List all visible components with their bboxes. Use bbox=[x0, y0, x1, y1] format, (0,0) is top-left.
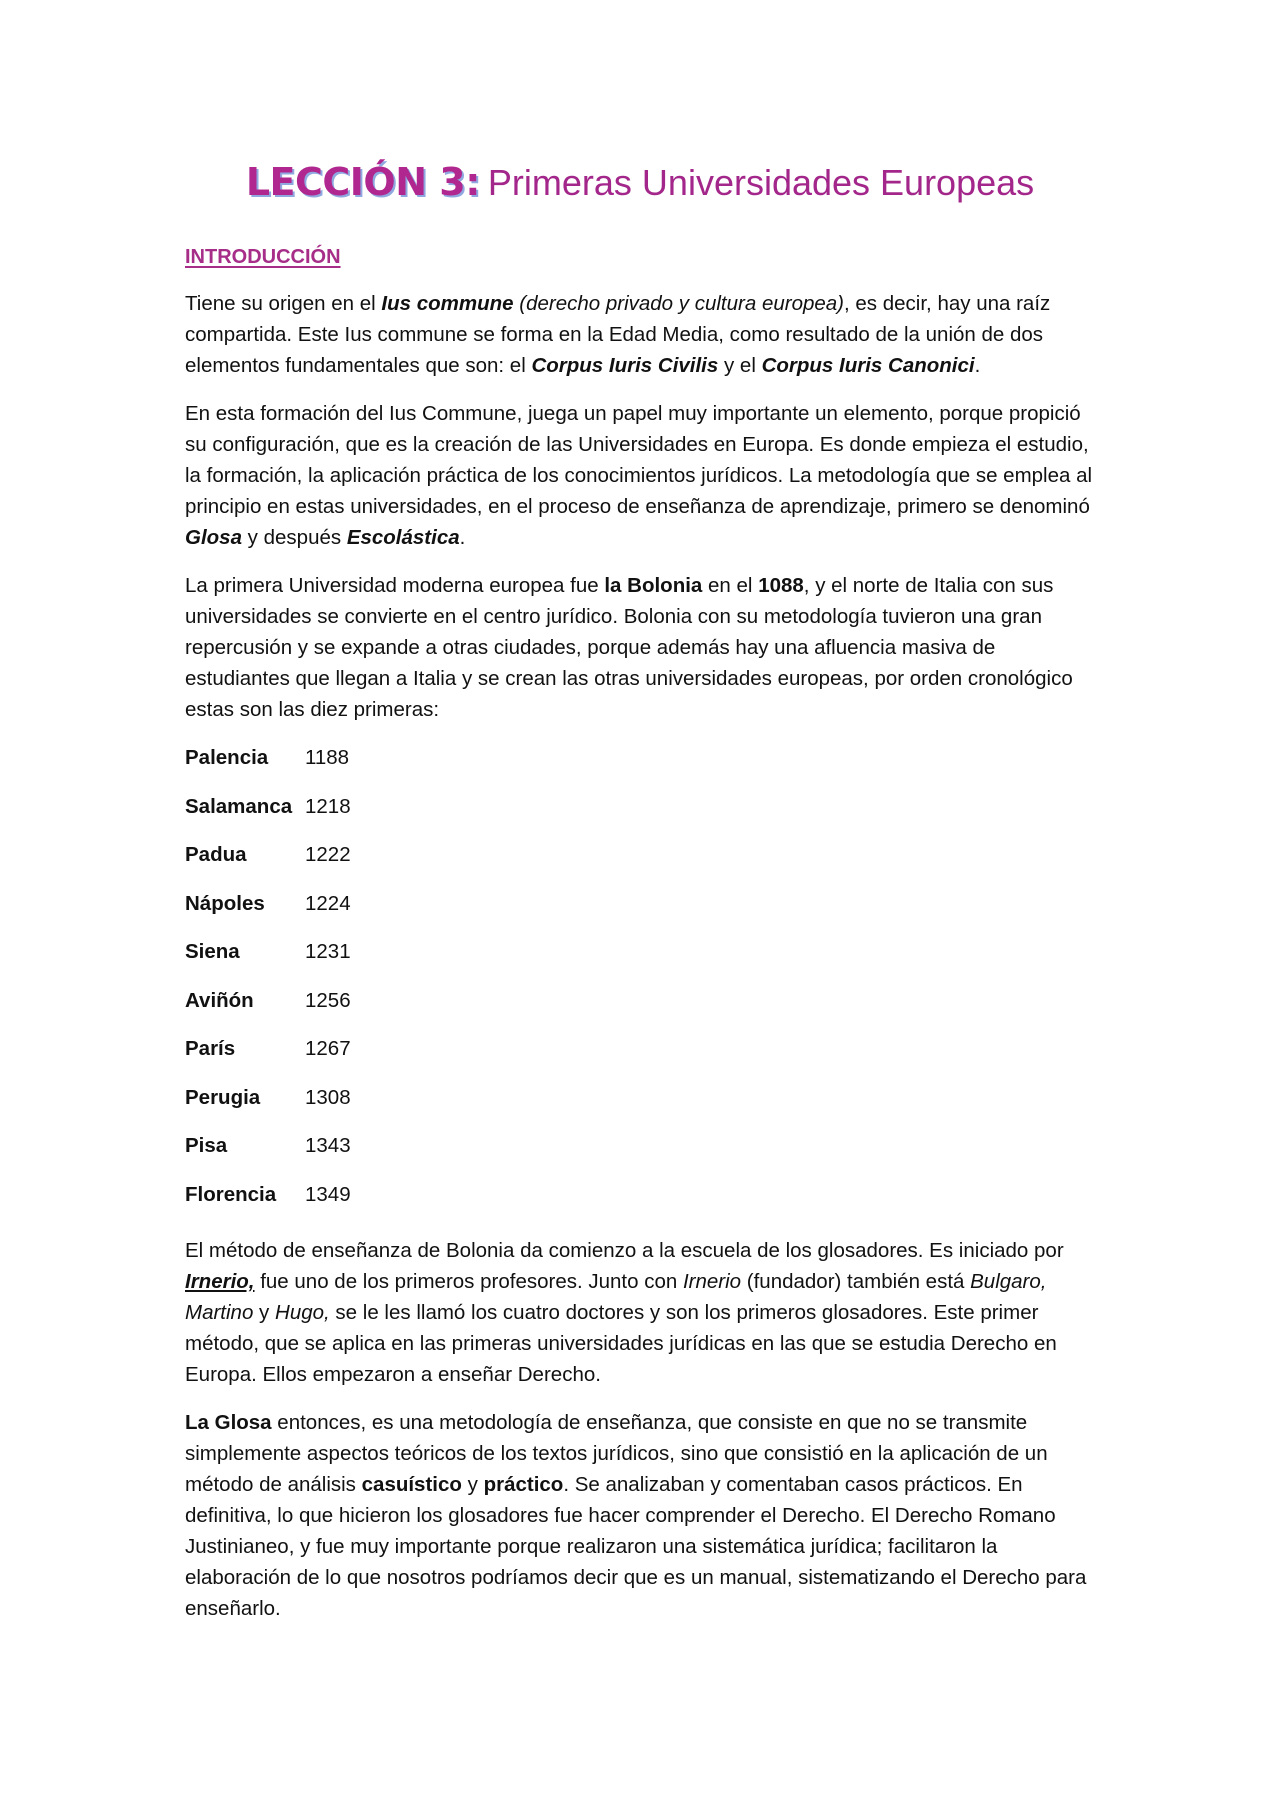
university-year: 1224 bbox=[305, 891, 351, 915]
term-bolonia: la Bolonia bbox=[604, 574, 703, 597]
university-name: Pisa bbox=[185, 1134, 228, 1157]
university-year: 1222 bbox=[305, 843, 351, 866]
university-year: 1188 bbox=[305, 746, 350, 769]
list-item bbox=[185, 985, 1105, 1034]
term-escolastica: Escolástica bbox=[346, 526, 460, 549]
list-item bbox=[185, 1179, 1105, 1228]
term-ius-commune: Ius commune bbox=[381, 292, 514, 315]
university-year: 1231 bbox=[305, 940, 351, 963]
term-glosa: Glosa bbox=[185, 526, 242, 549]
university-list bbox=[185, 742, 1105, 1227]
term-practico: práctico bbox=[483, 1473, 564, 1496]
term-la-glosa: La Glosa bbox=[185, 1411, 272, 1434]
lesson-subtitle: Primeras Universidades Europeas bbox=[487, 162, 1035, 203]
paragraph-la-glosa: La Glosa entonces, es una metodología de enseñanza, que consiste en que no se transmite simplemente aspectos teóricos de los textos jurídicos, sino que consistió en la aplicación de un método de análisis casuístico y práctico. Se analizaban y comentaban casos prácticos. En definitiva, lo que hicieron los glosadores fue hacer comprender el Derecho. El Derecho Romano Justinianeo, y fue muy importante porque realizaron una sistemática jurídica; facilitaron la elaboración de lo que nosotros podríamos decir que es un manual, sistematizando el Derecho para enseñarlo. bbox=[185, 1411, 1087, 1620]
university-year: 1308 bbox=[305, 1085, 351, 1109]
list-item bbox=[185, 1082, 1105, 1131]
lesson-number: LECCIÓN 3: bbox=[245, 160, 480, 204]
year-1088: 1088 bbox=[758, 574, 804, 597]
university-name: Padua bbox=[185, 843, 247, 866]
university-name: Perugia bbox=[185, 1085, 261, 1109]
document-body bbox=[185, 288, 1105, 1641]
university-name: Palencia bbox=[185, 746, 269, 769]
university-year: 1267 bbox=[305, 1037, 351, 1060]
section-heading: INTRODUCCIÓN bbox=[185, 246, 341, 268]
university-year: 1218 bbox=[305, 794, 351, 818]
university-name: Aviñón bbox=[185, 988, 254, 1012]
university-name: París bbox=[185, 1037, 236, 1060]
list-item bbox=[185, 791, 1105, 840]
term-irnerio: Irnerio, bbox=[185, 1270, 255, 1293]
list-item bbox=[185, 936, 1105, 985]
term-corpus-civilis: Corpus Iuris Civilis bbox=[531, 354, 719, 377]
university-year: 1349 bbox=[305, 1182, 351, 1206]
university-name: Salamanca bbox=[185, 794, 293, 818]
paragraph-bolonia: La primera Universidad moderna europea fue la Bolonia en el 1088, y el norte de Italia con sus universidades se convierte en el centro jurídico. Bolonia con su metodología tuvieron una gran repercusión y se expande a otras ciudades, porque además hay una afluencia masiva de estudiantes que llegan a Italia y se crean las otras universidades europeas, por orden cronológico estas son las diez primeras: bbox=[185, 574, 1073, 721]
paragraph-origin: Tiene su origen en el Ius commune (derecho privado y cultura europea), es decir, hay una raíz compartida. Este Ius commune se forma en la Edad Media, como resultado de la unión de dos elementos fundamentales que son: el Corpus Iuris Civilis y el Corpus Iuris Canonici. bbox=[185, 292, 1051, 377]
page-title bbox=[0, 160, 1280, 204]
list-item bbox=[185, 742, 1105, 791]
university-name: Siena bbox=[185, 940, 240, 963]
university-year: 1343 bbox=[305, 1134, 351, 1157]
list-item bbox=[185, 1130, 1105, 1179]
term-corpus-canonici: Corpus Iuris Canonici bbox=[761, 354, 975, 377]
university-name: Florencia bbox=[185, 1182, 277, 1206]
university-year: 1256 bbox=[305, 988, 351, 1012]
list-item bbox=[185, 1033, 1105, 1082]
paragraph-formation: En esta formación del Ius Commune, juega un papel muy importante un elemento, porque propició su configuración, que es la creación de las Universidades en Europa. Es donde empieza el estudio, la formación, la aplicación práctica de los conocimientos jurídicos. La metodología que se emplea al principio en estas universidades, en el proceso de enseñanza de aprendizaje, primero se denominó Glosa y después Escolástica. bbox=[185, 402, 1093, 549]
list-item bbox=[185, 839, 1105, 888]
university-name: Nápoles bbox=[185, 891, 265, 915]
paragraph-glosadores: El método de enseñanza de Bolonia da comienzo a la escuela de los glosadores. Es iniciado por Irnerio, fue uno de los primeros profesores. Junto con Irnerio (fundador) también está Bulgaro, Martino y Hugo, se le les llamó los cuatro doctores y son los primeros glosadores. Este primer método, que se aplica en las primeras universidades jurídicas en las que se estudia Derecho en Europa. Ellos empezaron a enseñar Derecho. bbox=[185, 1239, 1064, 1386]
list-item bbox=[185, 888, 1105, 937]
term-casuistico: casuístico bbox=[361, 1473, 462, 1496]
